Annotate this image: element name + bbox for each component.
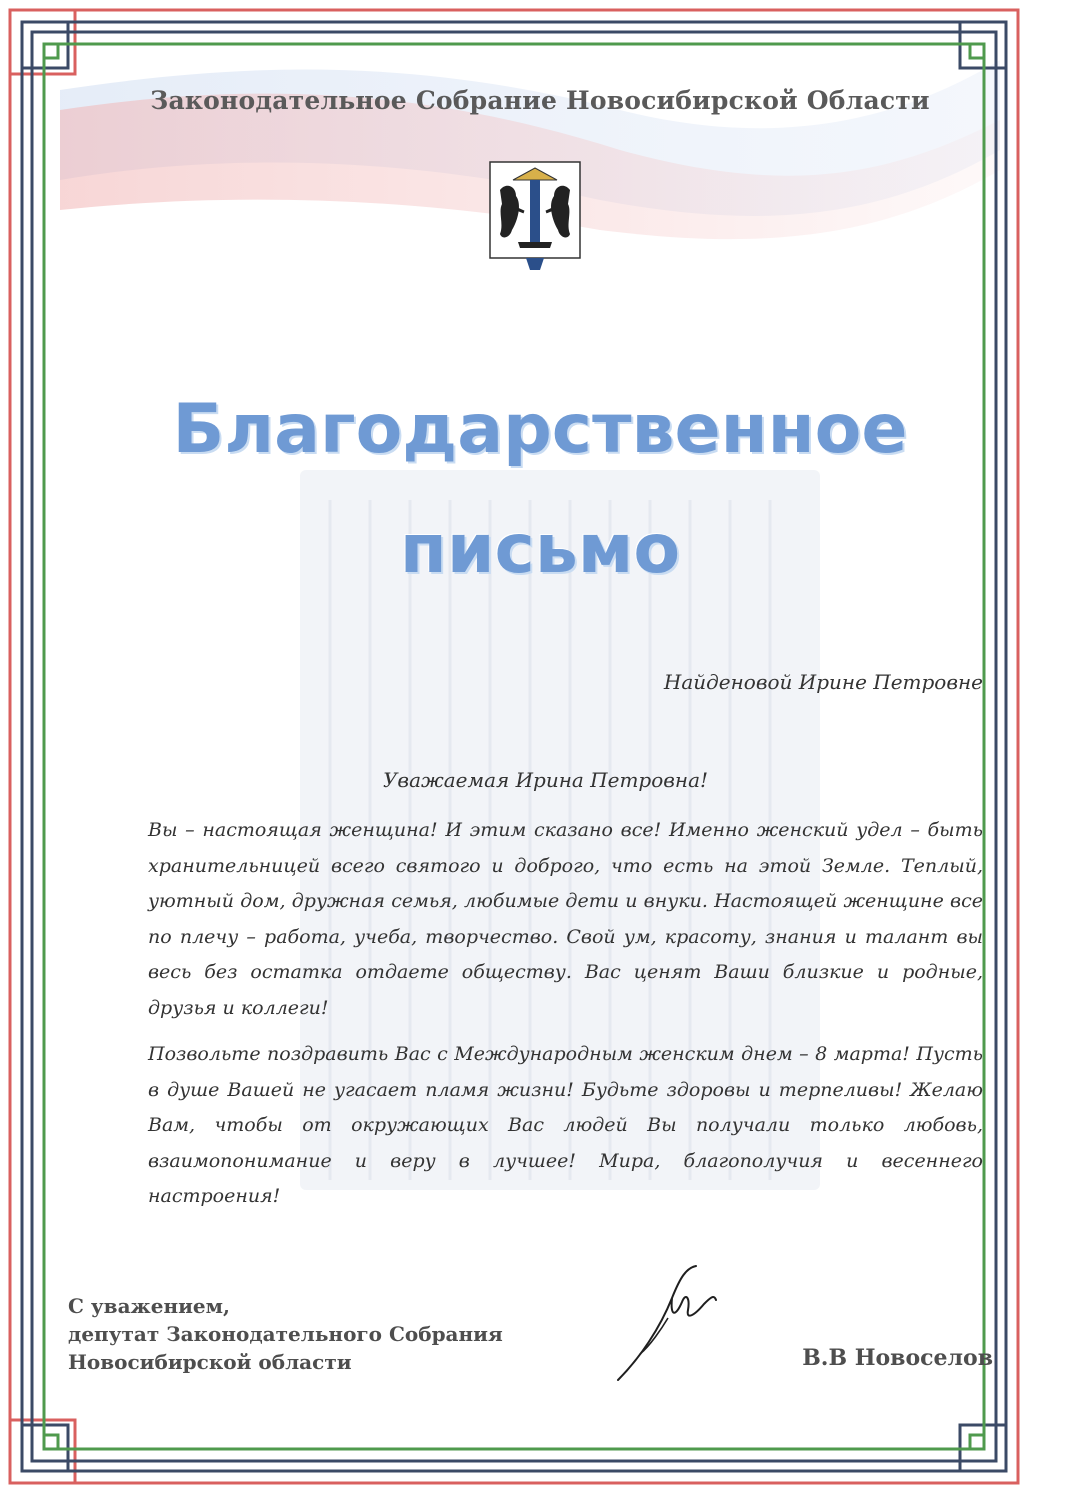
signer-position-line1: депутат Законодательного Собрания	[68, 1322, 503, 1346]
addressee: Найденовой Ирине Петровне	[663, 670, 983, 694]
sign-off-block	[68, 1292, 503, 1376]
body-paragraph-1: Вы – настоящая женщина! И этим сказано все! Именно женский удел – быть хранительницей всего святого и доброго, что есть на этой Земле. Теплый, уютный дом, дружная семья, любимые дети и внуки. Настоящей женщине все по плечу – работа, учеба, творчество. Свой ум, красоту, знания и талант вы весь без остатка отдаете обществу. Вас ценят Ваши близкие и родные, друзья и коллеги!	[148, 819, 983, 1019]
signer-position-line2: Новосибирской области	[68, 1350, 352, 1374]
body-paragraph-2: Позвольте поздравить Вас с Международным женским днем – 8 марта! Пусть в душе Вашей не угасает пламя жизни! Будьте здоровы и терпеливы! Желаю Вам, чтобы от окружающих Вас людей Вы получали только любовь, взаимопонимание и веру в лучшее! Мира, благополучия и весеннего настроения!	[148, 1043, 983, 1207]
document-title-line2: письмо	[399, 510, 681, 589]
novosibirsk-coat-of-arms-icon	[488, 160, 582, 272]
greeting: Уважаемая Ирина Петровна!	[382, 768, 709, 792]
organization-title: Законодательное Собрание Новосибирской Области	[150, 86, 930, 115]
handwritten-signature	[610, 1258, 730, 1388]
closing-phrase: С уважением,	[68, 1294, 230, 1318]
document-title-line1: Благодарственное	[172, 390, 908, 469]
signer-name: В.В Новоселов	[802, 1345, 993, 1371]
